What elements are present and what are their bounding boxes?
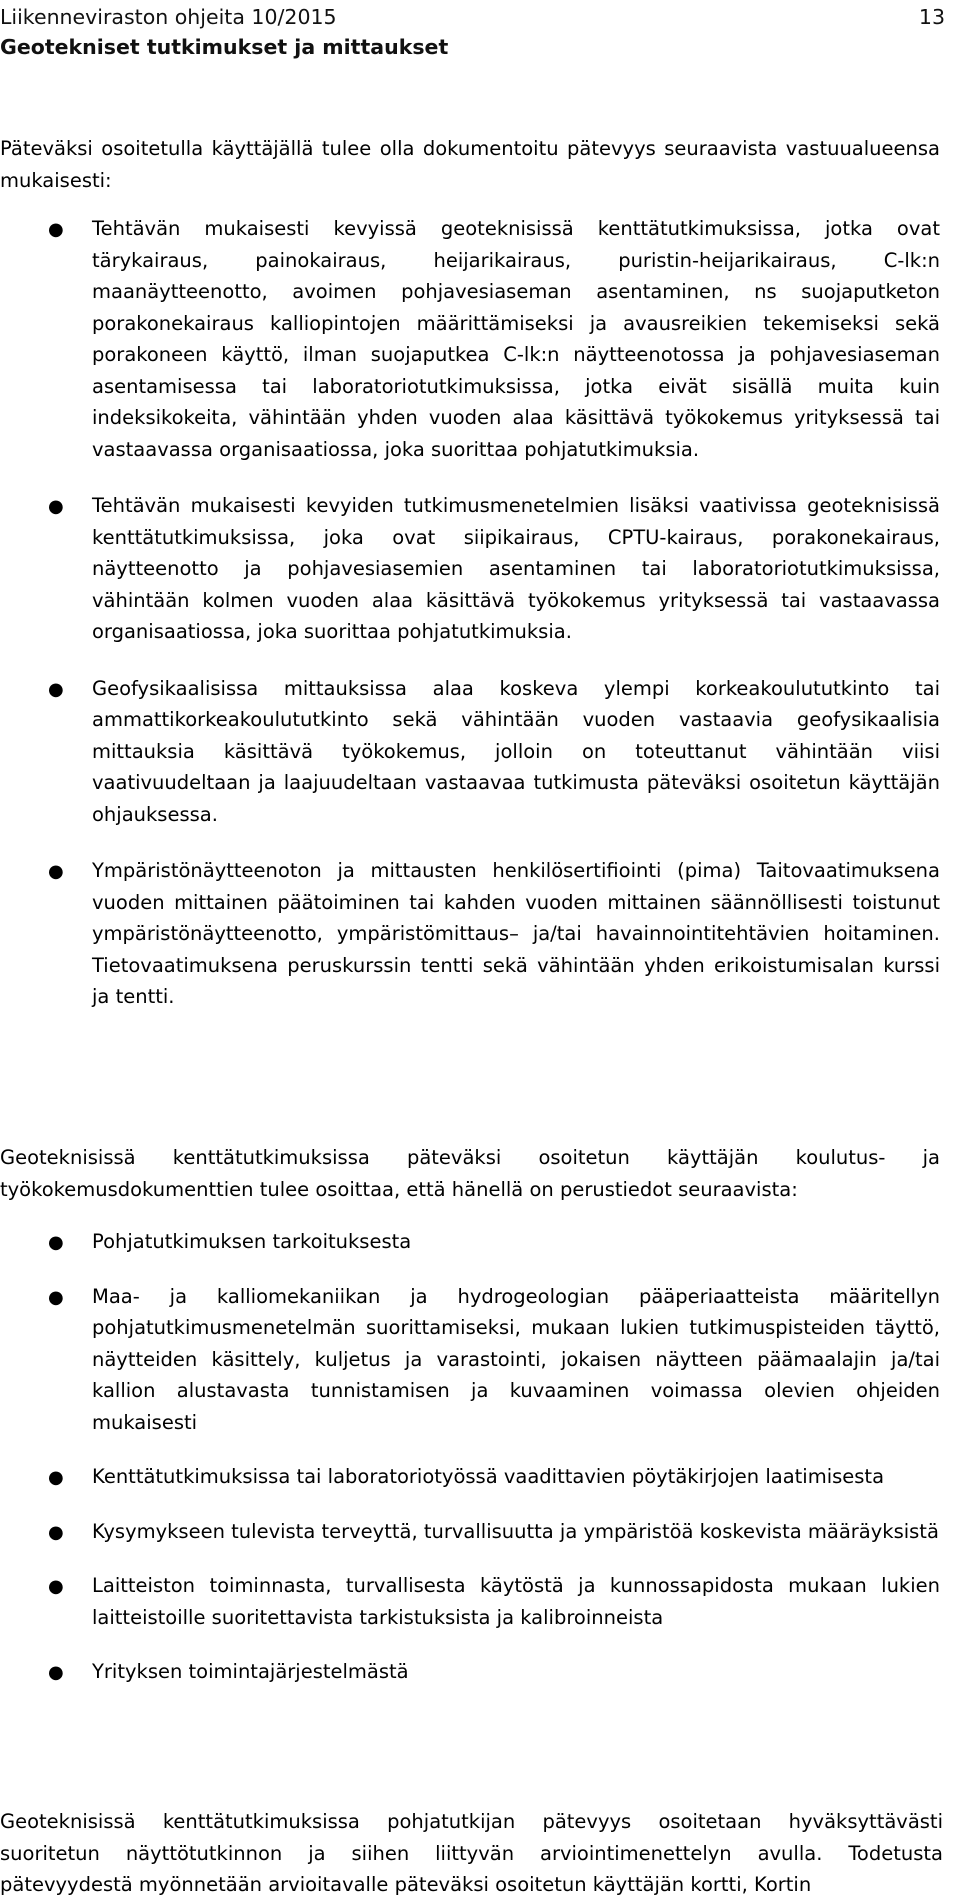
bullet-icon: ● [48, 1662, 64, 1683]
knowledge-list [0, 1226, 940, 1711]
list-item [0, 1281, 940, 1439]
competence-list [0, 213, 940, 1038]
bullet-icon: ● [48, 496, 64, 517]
bullet-icon: ● [48, 1232, 64, 1253]
list-item-text: Maa- ja kalliomekaniikan ja hydrogeologian pääperiaatteista määritellyn pohjatutkimusmenetelmän suorittamiseksi, mukaan lukien tutkimuspisteiden täyttö, näytteiden käsittely, kuljetus ja varastointi, jokaisen näytteen päämaalajin ja/tai kallion alustavasta tunnistamisen ja kuvaaminen voimassa olevien ohjeiden mukaisesti [92, 1284, 940, 1434]
publication-label: Liikenneviraston ohjeita 10/2015 [0, 5, 337, 29]
bullet-icon: ● [48, 1521, 64, 1543]
document-title: Geotekniset tutkimukset ja mittaukset [0, 35, 449, 59]
list-item [0, 673, 940, 831]
list-item-text: Ympäristönäytteenoton ja mittausten henkilösertifiointi (pima) Taitovaatimuksena vuoden mittainen päätoiminen tai kahden vuoden mittainen säännöllisesti toistunut ympäristönäytteenotto, ympäristömittaus– ja/tai havainnointitehtävien hoitaminen. Tietovaatimuksena peruskurssin tentti sekä vähintään yhden erikoistumisalan kurssi ja tentti. [92, 859, 940, 1008]
bullet-icon: ● [48, 1576, 64, 1597]
list-item-text: Yrityksen toimintajärjestelmästä [92, 1660, 409, 1683]
header-top-row [0, 2, 945, 32]
list-item-text: Laitteiston toiminnasta, turvallisesta käytöstä ja kunnossapidosta mukaan lukien laitteistoille suoritettavista tarkistuksista ja kalibroinneista [92, 1574, 940, 1629]
list-item-text: Tehtävän mukaisesti kevyiden tutkimusmenetelmien lisäksi vaativissa geoteknisissä kenttätutkimuksissa, joka ovat siipikairaus, CPTU-kairaus, porakonekairaus, näytteenotto ja pohjavesiasemien asentaminen tai laboratoriotutkimuksissa, vähintään kolmen vuoden alaa käsittävä työkokemus yrityksessä tai vastaavassa organisaatiossa, joka suorittaa pohjatutkimuksia. [92, 494, 940, 643]
bullet-icon: ● [48, 861, 64, 882]
list-item [0, 855, 940, 1013]
intro-paragraph: Päteväksi osoitetulla käyttäjällä tulee olla dokumentoitu pätevyys seuraavista vastuualueensa mukaisesti: [0, 137, 940, 192]
page-header [0, 2, 945, 62]
list-item-text: Tehtävän mukaisesti kevyissä geoteknisissä kenttätutkimuksissa, jotka ovat tärykairaus, painokairaus, heijarikairaus, puristin-heijarikairaus, C-lk:n maanäytteenotto, avoimen pohjavesiaseman asentaminen, ns suojaputketon porakonekairaus kalliopintojen määrittämiseksi ja avausreikien tekemiseksi sekä porakoneen käyttö, ilman suojaputkea C-lk:n näytteenotossa ja pohjavesiaseman asentamisessa tai laboratoriotutkimuksissa, jotka eivät sisällä muita kuin indeksikokeita, vähintään yhden vuoden alaa käsittävä työkokemus yrityksessä tai vastaavassa organisaatiossa, joka suorittaa pohjatutkimuksia. [92, 217, 940, 461]
closing-paragraph: Geoteknisissä kenttätutkimuksissa pohjatutkijan pätevyys osoitetaan hyväksyttävästi suoritetun näyttötutkinnon ja siihen liittyvän arviointimenettelyn avulla. Todetusta pätevyydestä myönnetään arvioitavalle päteväksi osoitetun käyttäjän kortti, Kortin [0, 1810, 943, 1896]
list-item [0, 1461, 940, 1493]
list-item-text: Geofysikaalisissa mittauksissa alaa koskeva ylempi korkeakoulututkinto tai ammattikorkeakoulututkinto sekä vähintään vuoden vastaavia geofysikaalisia mittauksia käsittävä työkokemus, jolloin on toteuttanut vähintään viisi vaativuudeltaan ja laajuudeltaan vastaavaa tutkimusta päteväksi osoitetun käyttäjän ohjauksessa. [92, 676, 940, 826]
list-item [0, 1570, 940, 1633]
list-item-text: Kenttätutkimuksissa tai laboratoriotyössä vaadittavien pöytäkirjojen laatimisesta [92, 1465, 885, 1488]
bullet-icon: ● [48, 678, 64, 700]
list-item [0, 1226, 940, 1258]
list-item [0, 1656, 940, 1688]
list-item-text: Pohjatutkimuksen tarkoituksesta [92, 1230, 412, 1253]
bullet-icon: ● [48, 1467, 64, 1488]
list-item [0, 213, 940, 465]
list-item [0, 490, 940, 648]
bullet-icon: ● [48, 219, 64, 240]
bullet-icon: ● [48, 1286, 64, 1308]
list-item [0, 1516, 940, 1548]
page-number: 13 [918, 5, 945, 29]
knowledge-intro-paragraph: Geoteknisissä kenttätutkimuksissa päteväksi osoitetun käyttäjän koulutus- ja työkokemusdokumenttien tulee osoittaa, että hänellä on perustiedot seuraavista: [0, 1146, 940, 1201]
list-item-text: Kysymykseen tulevista terveyttä, turvallisuutta ja ympäristöä koskevista määräyksistä [92, 1519, 939, 1543]
